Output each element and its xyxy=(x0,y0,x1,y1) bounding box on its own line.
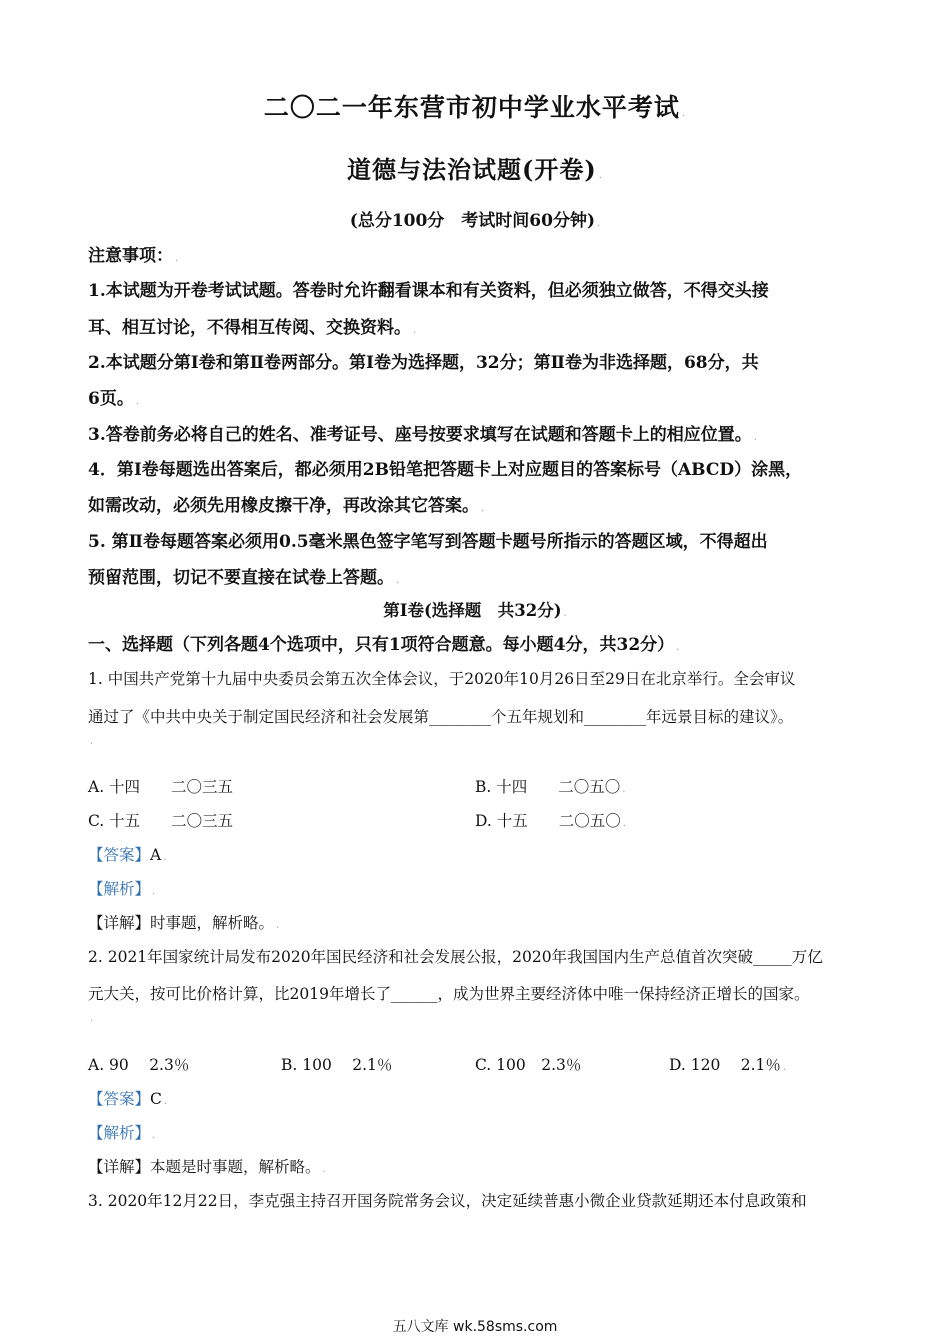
question-2-option-b: B. 100 2.1％ xyxy=(281,1056,393,1074)
question-3-line-1: 3. 2020年12月22日，李克强主持召开国务院常务会议，决定延续普惠小微企业贷款延期还本付息政策和 xyxy=(88,1192,807,1210)
note-item-2-line-1: 2.本试题分第Ⅰ卷和第Ⅱ卷两部分。第Ⅰ卷为选择题，32分；第Ⅱ卷为非选择题，68分，共 xyxy=(88,353,759,373)
question-1-analysis: 【解析】 . xyxy=(88,880,156,898)
question-2-option-c: C. 100 2.3％ xyxy=(475,1056,582,1074)
question-1-option-b: B. 十四 二〇五〇 . xyxy=(475,778,626,796)
question-2-option-a: A. 90 2.3％ xyxy=(88,1056,190,1074)
note-item-5-line-2: 预留范围，切记不要直接在试卷上答题。 . xyxy=(88,568,400,588)
section-1-instruction: 一、选择题（下列各题4个选项中，只有1项符合题意。每小题4分，共32分） . xyxy=(88,635,680,655)
note-item-1-line-1: 1.本试题为开卷考试试题。答卷时允许翻看课本和有关资料，但必须独立做答，不得交头接 xyxy=(88,281,769,301)
question-2-option-d: D. 120 2.1％ . xyxy=(669,1056,787,1074)
question-1-option-d: D. 十五 二〇五〇 . xyxy=(475,812,626,830)
exam-title: 二〇二一年东营市初中学业水平考试 . xyxy=(263,93,687,122)
note-item-2-line-2: 6页。 . xyxy=(88,389,140,409)
question-2-line-1: 2. 2021年国家统计局发布2020年国民经济和社会发展公报，2020年我国国内生产总值首次突破_____万亿 xyxy=(88,948,823,966)
question-2-detail: 【详解】本题是时事题，解析略。 . xyxy=(88,1158,326,1176)
note-item-1-line-2: 耳、相互讨论，不得相互传阅、交换资料。 . xyxy=(88,318,417,338)
exam-subtitle: (总分100分 考试时间60分钟) . xyxy=(349,211,601,231)
question-2-line-2: 元大关，按可比价格计算，比2019年增长了______，成为世界主要经济体中唯一保持经济正增长的国家。 xyxy=(88,985,810,1003)
question-1-option-a: A. 十四 二〇三五 xyxy=(88,778,234,796)
section-1-title: 第Ⅰ卷(选择题 共32分) . xyxy=(383,601,567,620)
question-1-mark: . xyxy=(90,736,94,747)
question-1-detail: 【详解】时事题，解析略。 . xyxy=(88,914,280,932)
note-item-4-line-1: 4．第Ⅰ卷每题选出答案后，都必须用2B铅笔把答题卡上对应题目的答案标号（ABCD）涂黑， xyxy=(88,460,803,480)
question-1-line-2: 通过了《中共中央关于制定国民经济和社会发展第________个五年规划和________年远景目标的建议》。 xyxy=(88,708,794,726)
question-1-answer: 【答案】A . xyxy=(88,846,167,864)
question-1-line-1: 1. 中国共产党第十九届中央委员会第五次全体会议，于2020年10月26日至29日在北京举行。全会审议 xyxy=(88,670,796,688)
subject-title: 道德与法治试题(开卷) . xyxy=(347,155,603,184)
question-1-option-c: C. 十五 二〇三五 xyxy=(88,812,234,830)
footer-watermark: 五八文库 wk.58sms.com xyxy=(392,1319,558,1335)
note-item-3: 3.答卷前务必将自己的姓名、准考证号、座号按要求填写在试题和答题卡上的相应位置。 . xyxy=(88,425,757,445)
note-item-4-line-2: 如需改动，必须先用橡皮擦干净，再改涂其它答案。 . xyxy=(88,496,485,516)
notes-heading: 注意事项： . xyxy=(88,246,179,266)
note-item-5-line-1: 5. 第Ⅱ卷每题答案必须用0.5毫米黑色签字笔写到答题卡题号所指示的答题区域，不得超出 xyxy=(88,532,768,552)
question-2-mark: . xyxy=(90,1013,94,1024)
question-2-analysis: 【解析】 . xyxy=(88,1124,156,1142)
question-2-answer: 【答案】C . xyxy=(88,1090,168,1108)
